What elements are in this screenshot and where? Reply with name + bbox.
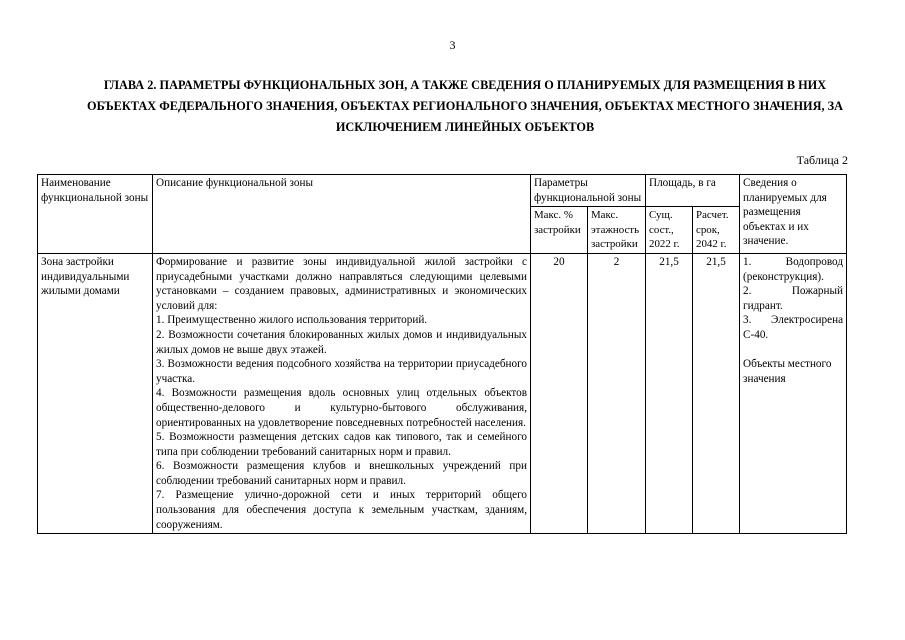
chapter-heading: ГЛАВА 2. ПАРАМЕТРЫ ФУНКЦИОНАЛЬНЫХ ЗОН, А ТАКЖЕ СВЕДЕНИЯ О ПЛАНИРУЕМЫХ ДЛЯ РАЗМЕЩЕНИЯ В НИХ ОБЪЕКТАХ ФЕДЕРАЛЬНОГО ЗНАЧЕНИЯ, ОБЪЕКТАХ РЕГИОНАЛЬНОГО ЗНАЧЕНИЯ, ОБЪЕКТАХ МЕСТНОГО ЗНАЧЕНИЯ, ЗА ИСКЛЮЧЕНИЕМ ЛИНЕЙНЫХ ОБЪЕКТОВ <box>87 78 843 134</box>
header-max-floors: Макс. этажность застройки <box>588 207 646 254</box>
description-paragraph: 7. Размещение улично-дорожной сети и иных территорий общего пользования для обеспечения доступа к земельным участкам, зданиям, сооружениям. <box>156 489 527 531</box>
max-percent-cell: 20 <box>531 253 588 533</box>
header-max-percent: Макс. % застройки <box>531 207 588 254</box>
description-paragraph: 4. Возможности размещения вдоль основных улиц отдельных объектов общественно-делового и культурно-бытового обслуживания, ориентированных на удовлетворение повседневных потребностей населения. <box>156 387 527 429</box>
zone-description-cell <box>153 253 531 533</box>
zone-name-cell: Зона застройки индивидуальными жилыми домами <box>38 253 153 533</box>
page-number: 3 <box>449 38 456 52</box>
existing-area-cell: 21,5 <box>646 253 693 533</box>
header-zone-description: Описание функциональной зоны <box>153 175 531 254</box>
description-paragraph: 3. Возможности ведения подсобного хозяйства на территории приусадебного участка. <box>156 358 527 385</box>
planned-object-item: 1. Водопровод (реконструкция). <box>743 255 844 283</box>
planned-object-item: 3. Электросирена С-40. <box>743 314 844 341</box>
header-area: Площадь, в га <box>646 175 740 207</box>
description-paragraph: 2. Возможности сочетания блокированных жилых домов и индивидуальных жилых домов не выше двух этажей. <box>156 328 527 356</box>
header-planned-objects: Сведения о планируемых для размещения объектах и их значение. <box>740 175 847 254</box>
table-row <box>38 253 847 533</box>
table-header-row <box>38 175 847 207</box>
header-zone-params: Параметры функциональной зоны <box>531 175 646 207</box>
planned-object-item: 2. Пожарный гидрант. <box>743 285 844 312</box>
table-caption: Таблица 2 <box>796 153 848 167</box>
max-floors-cell: 2 <box>588 253 646 533</box>
header-planned-area: Расчет. срок, 2042 г. <box>693 207 740 254</box>
description-paragraph: 6. Возможности размещения клубов и внешкольных учреждений при соблюдении требований санитарных норм и правил. <box>156 460 527 487</box>
functional-zones-table <box>37 174 847 534</box>
header-zone-name: Наименование функциональной зоны <box>38 175 153 254</box>
planned-area-cell: 21,5 <box>693 253 740 533</box>
description-paragraph: Формирование и развитие зоны индивидуальной жилой застройки с приусадебными участками должно направляться следующими целевыми установками – созданием правовых, административных и экономических условий для: <box>156 255 527 312</box>
planned-objects-cell <box>740 253 847 533</box>
objects-significance-note: Объекты местного значения <box>743 358 832 385</box>
description-paragraph: 1. Преимущественно жилого использования территорий. <box>156 314 428 327</box>
description-paragraph: 5. Возможности размещения детских садов как типового, так и семейного типа при соблюдении требований санитарных норм и правил. <box>156 431 527 458</box>
header-existing-area: Сущ. сост., 2022 г. <box>646 207 693 254</box>
